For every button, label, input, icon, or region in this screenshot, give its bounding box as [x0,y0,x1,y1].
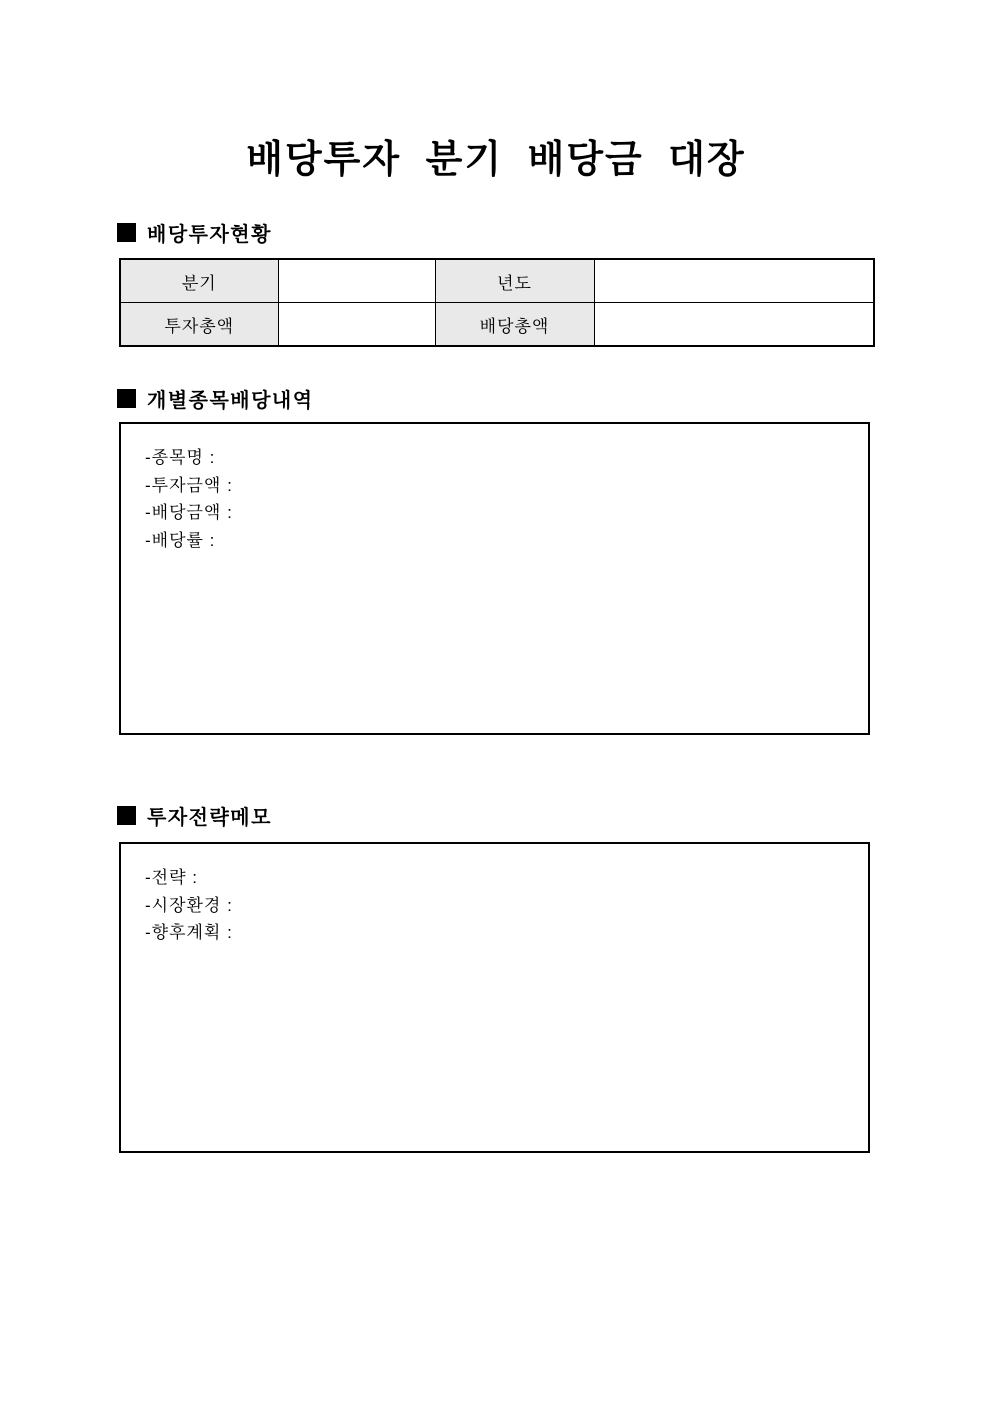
field-line-stock-name: -종목명 : [145,448,216,467]
cell-label-total-dividend: 배당총액 [435,303,594,347]
cell-value-total-investment[interactable] [278,303,435,347]
field-line-market-environment: -시장환경 : [145,895,233,915]
table-row [120,303,874,347]
section-heading-details-label: 개별종목배당내역 [147,389,314,412]
field-line-future-plan: -향후계획 : [145,923,233,942]
section-heading-status [117,220,272,244]
field-line-strategy: -전략 : [145,868,198,887]
section-heading-status-label: 배당투자현황 [147,223,272,246]
details-entry-box[interactable] [119,422,870,735]
field-line-investment-amount: -투자금액 : [145,475,233,495]
field-line-dividend-amount: -배당금액 : [145,503,233,522]
cell-value-year[interactable] [594,259,874,303]
memo-entry-box[interactable] [119,842,870,1153]
table-row [120,259,874,303]
cell-value-quarter[interactable] [278,259,435,303]
cell-label-year: 년도 [435,259,594,303]
page-title: 배당투자 분기 배당금 대장 [246,139,746,181]
section-heading-memo [117,803,272,827]
section-heading-memo-label: 투자전략메모 [147,806,272,829]
black-square-icon [117,223,136,242]
section-heading-details [117,386,314,410]
cell-label-total-investment: 투자총액 [120,303,278,347]
cell-value-total-dividend[interactable] [594,303,874,347]
black-square-icon [117,806,136,825]
cell-label-quarter: 분기 [120,259,278,303]
black-square-icon [117,389,136,408]
status-table [119,258,875,347]
field-line-dividend-rate: -배당률 : [145,530,216,550]
